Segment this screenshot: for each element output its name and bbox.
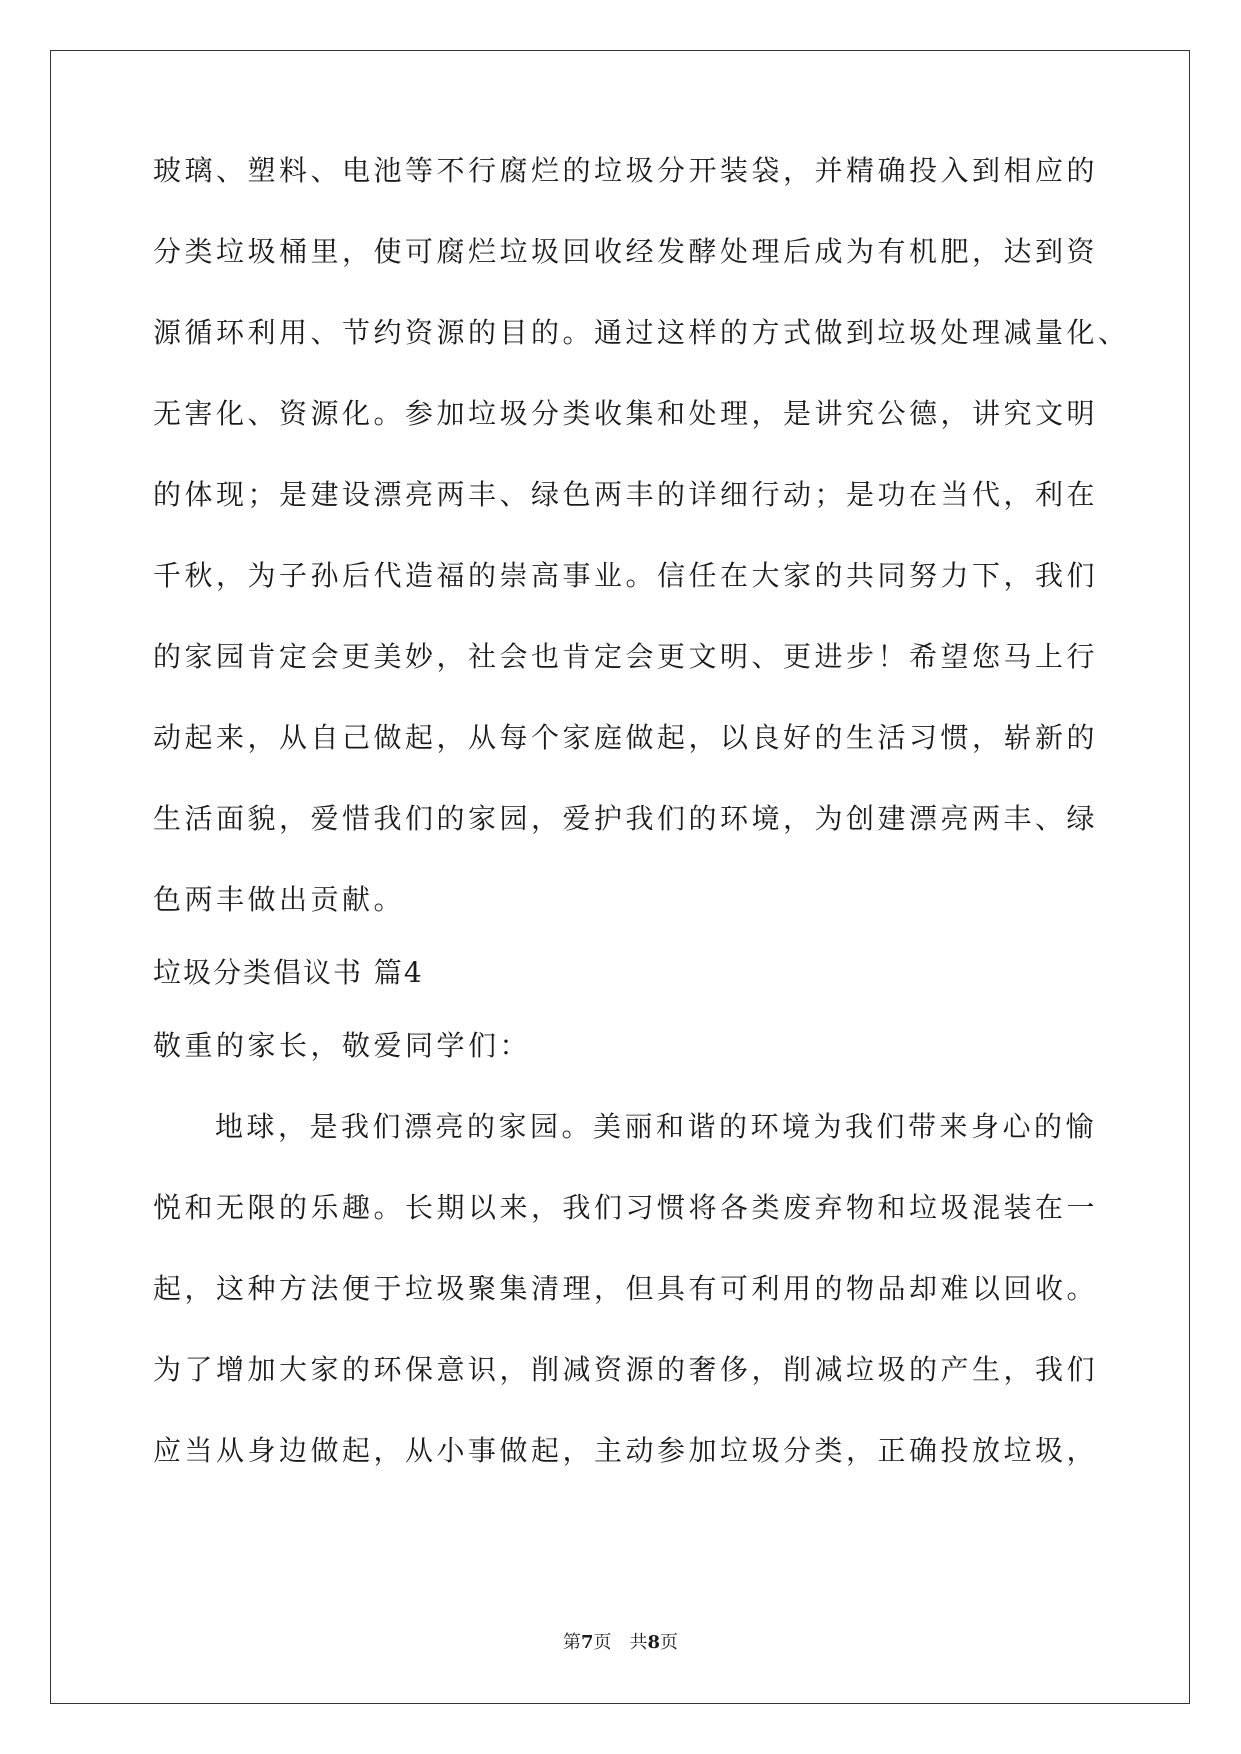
paragraph-line: 色两丰做出贡献。 xyxy=(153,883,406,916)
paragraph-line: 应当从身边做起，从小事做起，主动参加垃圾分类，正确投放垃圾， xyxy=(153,1434,1099,1467)
total-suffix: 页 xyxy=(660,1632,679,1653)
paragraph-line: 源循环利用、节约资源的目的。通过这样的方式做到垃圾处理减量化、 xyxy=(153,316,1130,349)
document-body xyxy=(153,154,1130,1467)
paragraph-line: 千秋，为子孙后代造福的崇高事业。信任在大家的共同努力下，我们 xyxy=(153,559,1099,592)
paragraph-line: 地球，是我们漂亮的家园。美丽和谐的环境为我们带来身心的愉 xyxy=(215,1110,1098,1143)
paragraph-line: 生活面貌，爱惜我们的家园，爱护我们的环境，为创建漂亮两丰、绿 xyxy=(153,802,1099,835)
total-prefix: 共 xyxy=(629,1632,648,1653)
page-suffix: 页 xyxy=(593,1632,612,1653)
paragraph-line: 分类垃圾桶里，使可腐烂垃圾回收经发酵处理后成为有机肥，达到资 xyxy=(153,235,1099,268)
paragraph-line: 玻璃、塑料、电池等不行腐烂的垃圾分开装袋，并精确投入到相应的 xyxy=(153,154,1099,187)
paragraph-line: 动起来，从自己做起，从每个家庭做起，以良好的生活习惯，崭新的 xyxy=(153,721,1099,754)
paragraph-line: 悦和无限的乐趣。长期以来，我们习惯将各类废弃物和垃圾混装在一 xyxy=(153,1191,1099,1224)
salutation: 敬重的家长，敬爱同学们： xyxy=(153,1029,532,1062)
total-page-number: 8 xyxy=(647,1632,661,1653)
current-page-number: 7 xyxy=(580,1632,594,1653)
section-heading: 垃圾分类倡议书 篇4 xyxy=(153,956,424,989)
paragraph-line: 为了增加大家的环保意识，削减资源的奢侈，削减垃圾的产生，我们 xyxy=(153,1353,1099,1386)
paragraph-line: 的家园肯定会更美妙，社会也肯定会更文明、更进步！希望您马上行 xyxy=(153,640,1099,673)
paragraph-line: 的体现；是建设漂亮两丰、绿色两丰的详细行动；是功在当代，利在 xyxy=(153,478,1099,511)
page-footer xyxy=(0,1632,1241,1654)
page-prefix: 第 xyxy=(562,1632,581,1653)
paragraph-line: 无害化、资源化。参加垃圾分类收集和处理，是讲究公德，讲究文明 xyxy=(153,397,1099,430)
paragraph-line: 起，这种方法便于垃圾聚集清理，但具有可利用的物品却难以回收。 xyxy=(153,1272,1099,1305)
